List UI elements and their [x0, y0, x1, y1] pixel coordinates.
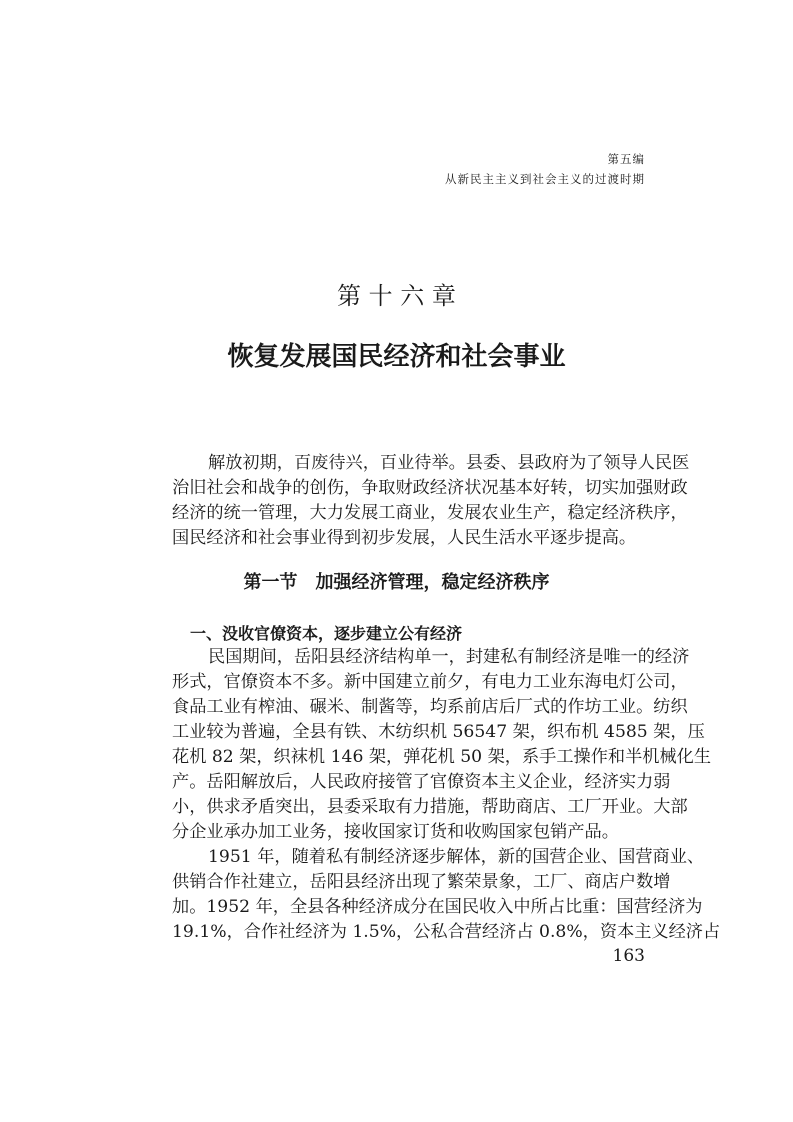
text-line: 产。岳阳解放后，人民政府接管了官僚资本主义企业，经济实力弱: [172, 772, 671, 792]
chapter-title: 恢复发展国民经济和社会事业: [227, 342, 566, 372]
text-line: 经济的统一管理，大力发展工商业，发展农业生产，稳定经济秩序，: [172, 503, 688, 523]
page-number: 163: [612, 946, 645, 966]
text-line: 解放初期，百废待兴，百业待举。县委、县政府为了领导人民医: [208, 453, 690, 473]
section-heading: 第一节 加强经济管理，稳定经济秩序: [243, 572, 550, 593]
text-line: 供销合作社建立，岳阳县经济出现了繁荣景象，工厂、商店户数增: [172, 872, 671, 892]
part-title: 从新民主主义到社会主义的过渡时期: [445, 172, 645, 186]
chapter-number: 第 十 六 章: [337, 282, 456, 310]
text-line: 加。1952 年，全县各种经济成分在国民收入中所占比重：国营经济为: [172, 897, 703, 917]
part-label: 第五编: [607, 152, 645, 166]
text-line: 治旧社会和战争的创伤，争取财政经济状况基本好转，切实加强财政: [172, 478, 688, 498]
text-line: 工业较为普遍，全县有铁、木纺织机 56547 架，织布机 4585 架，压: [172, 722, 705, 742]
text-line: 国民经济和社会事业得到初步发展，人民生活水平逐步提高。: [172, 528, 637, 548]
text-line: 1951 年，随着私有制经济逐步解体，新的国营企业、国营商业、: [208, 847, 705, 867]
text-line: 分企业承办加工业务，接收国家订货和收购国家包销产品。: [172, 822, 619, 842]
text-line: 19.1%，合作社经济为 1.5%，公私合营经济占 0.8%，资本主义经济占: [172, 922, 721, 942]
text-line: 民国期间，岳阳县经济结构单一，封建私有制经济是唯一的经济: [208, 647, 690, 667]
text-line: 花机 82 架，织袜机 146 架，弹花机 50 架，系手工操作和半机械化生: [172, 747, 712, 767]
text-line: 食品工业有榨油、碾米、制酱等，均系前店后厂式的作坊工业。纺织: [172, 697, 688, 717]
text-line: 形式，官僚资本不多。新中国建立前夕，有电力工业东海电灯公司，: [172, 672, 688, 692]
subsection-heading: 一、没收官僚资本，逐步建立公有经济: [190, 624, 463, 643]
text-line: 小，供求矛盾突出，县委采取有力措施，帮助商店、工厂开业。大部: [172, 797, 688, 817]
